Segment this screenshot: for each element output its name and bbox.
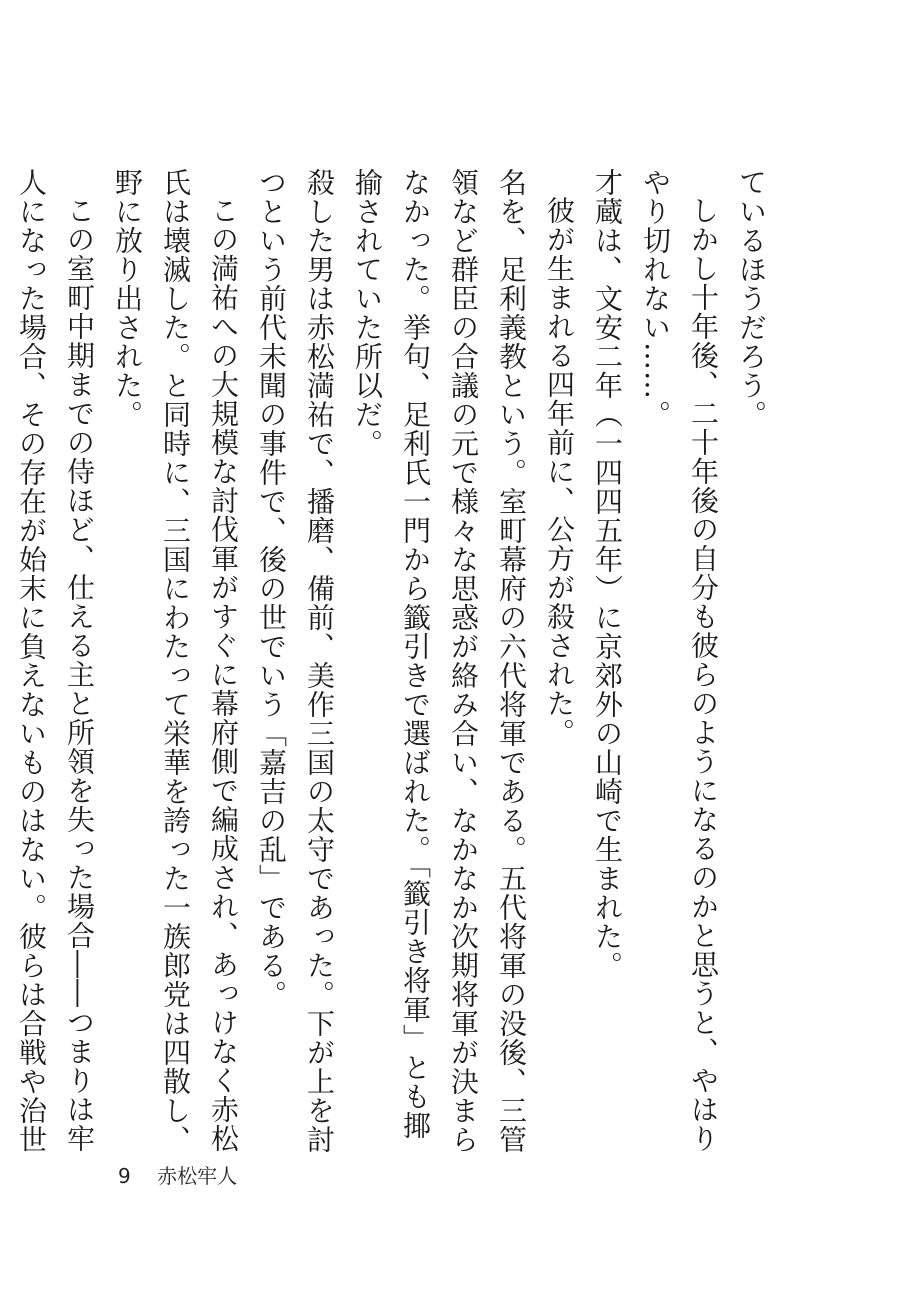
paragraph: この室町中期までの侍ほど、仕える主と所領を失った場合――つまりは牢人になった場合、その存在が始末に負えないものはない。彼らは合戦や治世 xyxy=(15,168,96,1154)
paragraph: 殺した男は赤松満祐で、播磨、備前、美作三国の太守であった。下が上を討つという前代未聞の事件で、後の世でいう「嘉吉の乱」である。 xyxy=(255,168,336,1154)
vertical-text-body xyxy=(15,168,775,1158)
page-number: 9 xyxy=(118,1164,131,1188)
page-footer xyxy=(118,1160,237,1189)
paragraph: ているほうだろう。 xyxy=(735,168,768,429)
paragraph: 才蔵は、文安二年（一四四五年）に京郊外の山崎で生まれた。 xyxy=(591,168,624,980)
chapter-title: 赤松牢人 xyxy=(157,1164,238,1188)
paragraph: 彼が生まれる四年前に、公方が殺された。 xyxy=(543,196,576,747)
paragraph: 名を、足利義教という。室町幕府の六代将軍である。五代将軍の没後、三管領など群臣の合議の元で様々な思惑が絡み合い、なかなか次期将軍が決まらなかった。挙句、足利氏一門から籤引きで選ばれた。「籤引き将軍」とも揶揄されていた所以だ。 xyxy=(351,168,528,1154)
paragraph: しかし十年後、二十年後の自分も彼らのようになるのかと思うと、やはりやり切れない……。 xyxy=(639,168,720,1153)
paragraph: この満祐への大規模な討伐軍がすぐに幕府側で編成され、あっけなく赤松氏は壊滅した。と同時に、三国にわたって栄華を誇った一族郎党は四散し、野に放り出された。 xyxy=(111,168,240,1154)
